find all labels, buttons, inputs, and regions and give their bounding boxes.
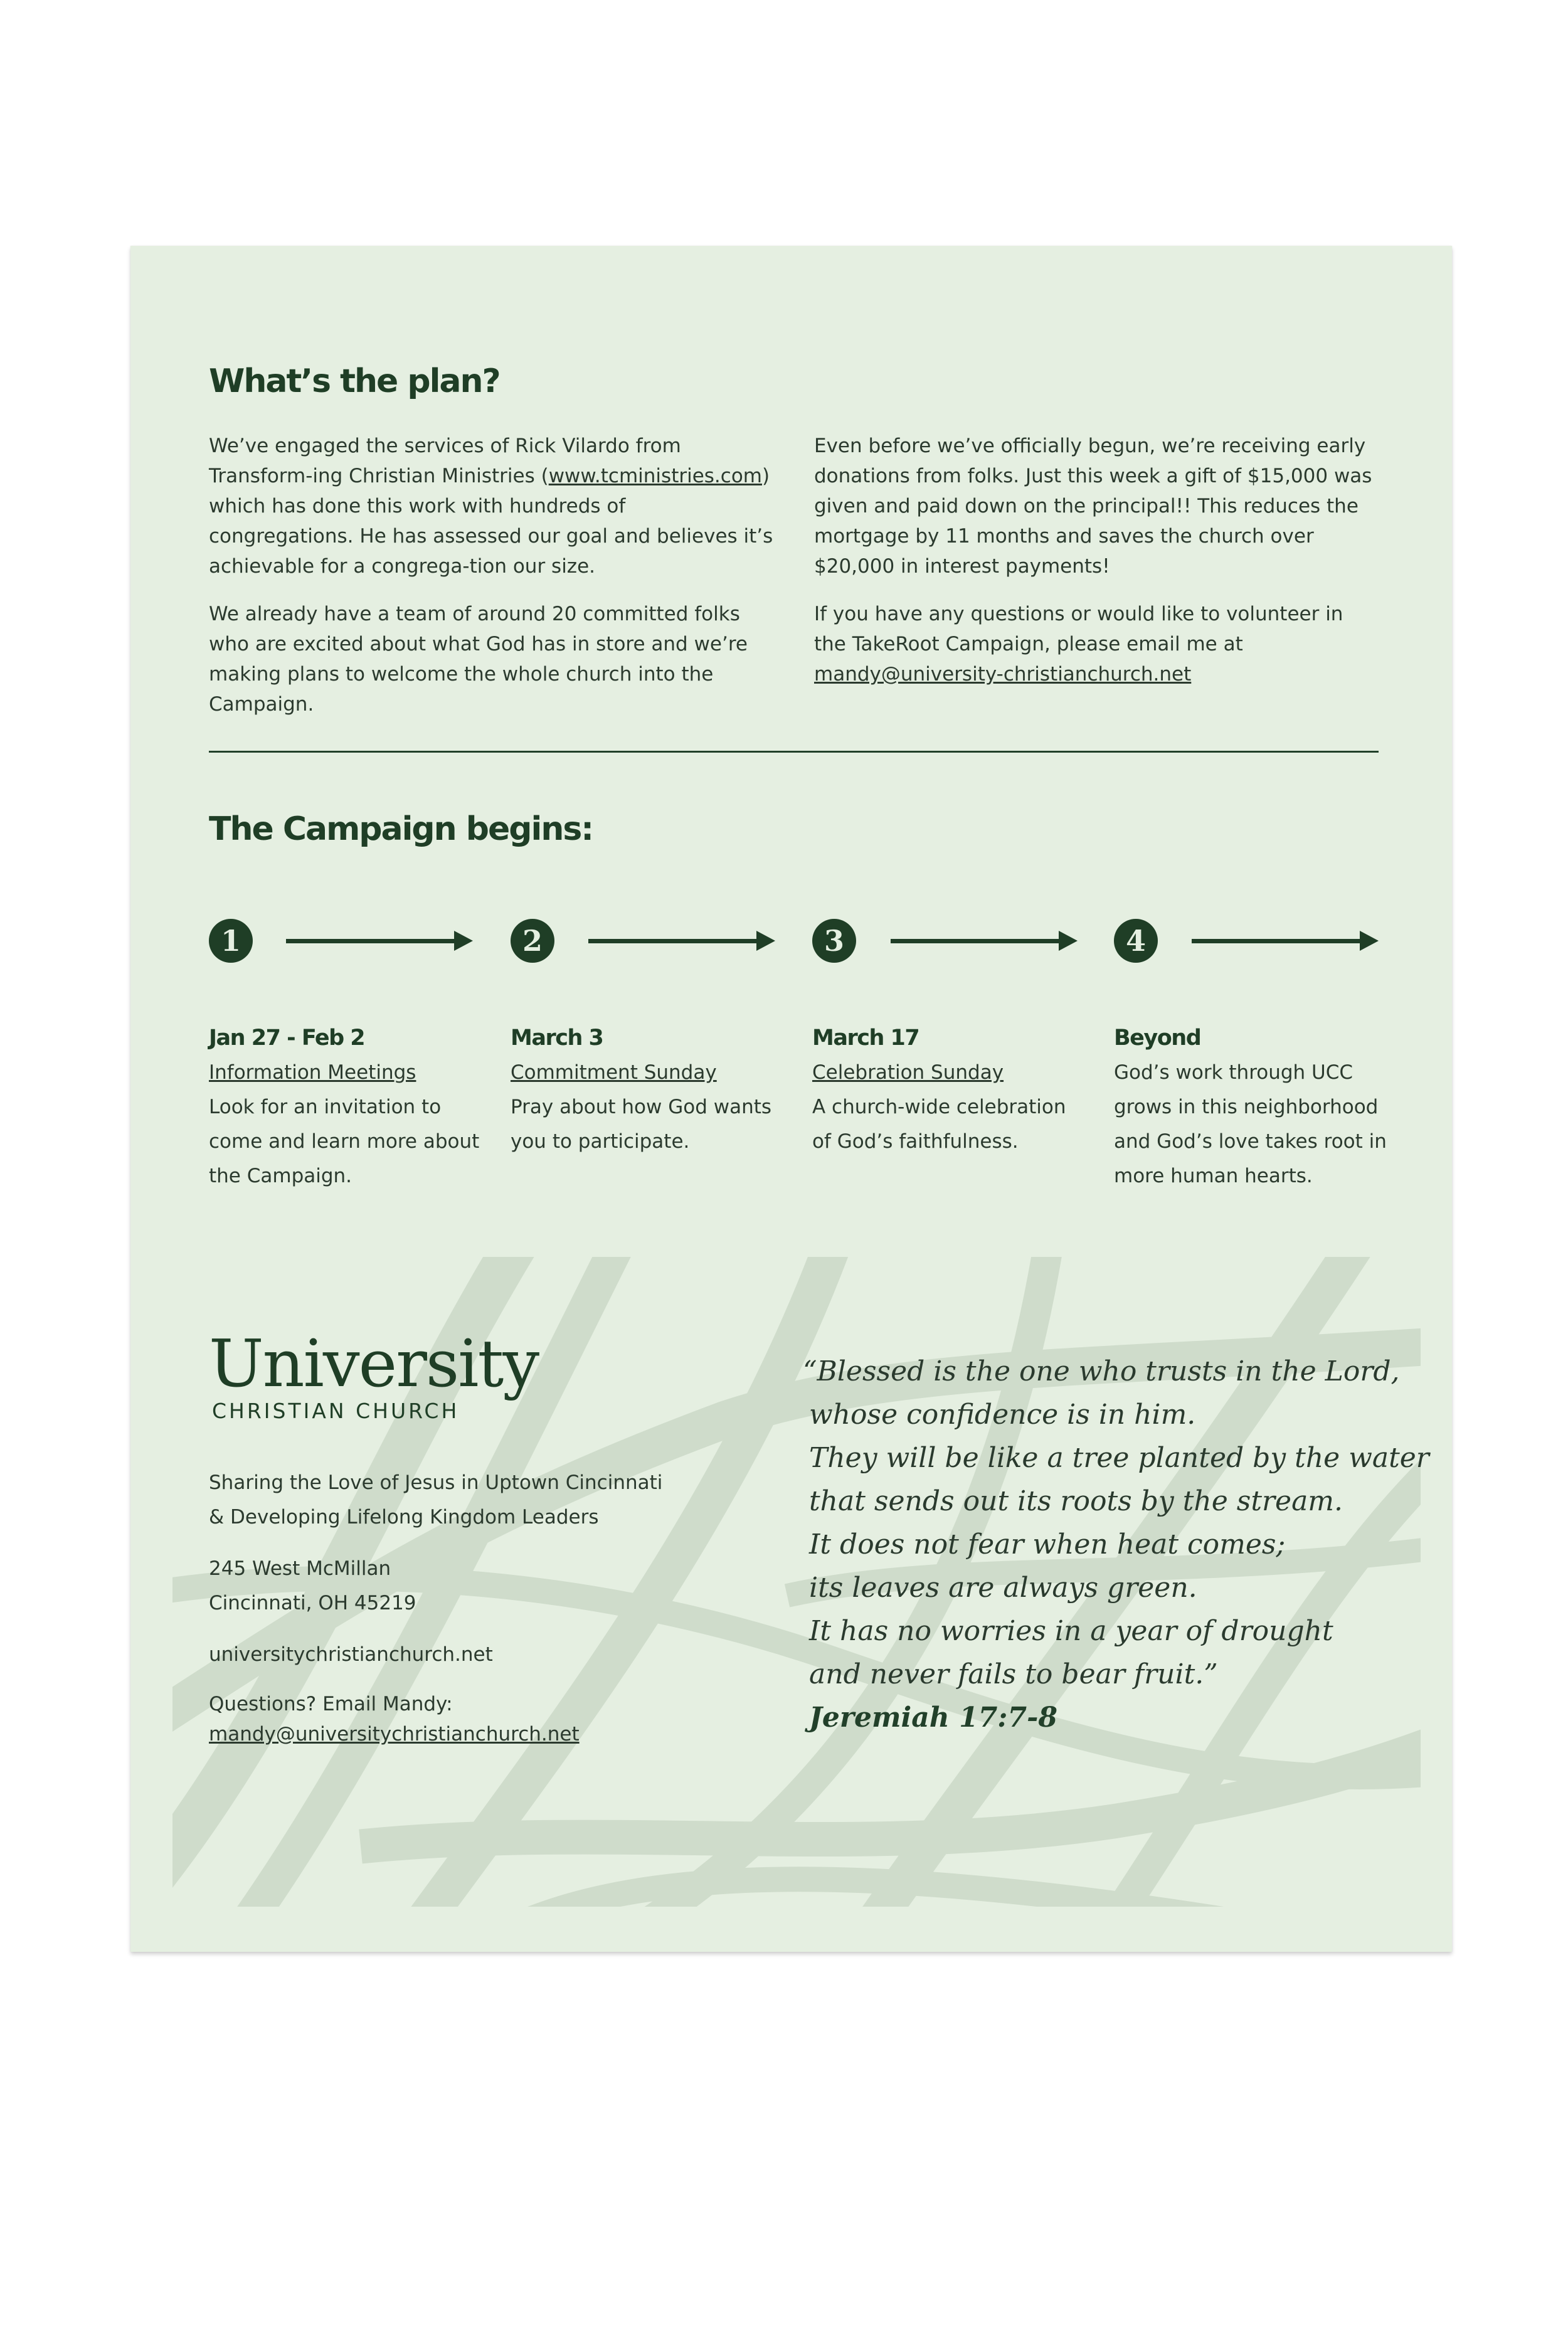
quote-line: It does not fear when heat comes; xyxy=(809,1528,1286,1560)
plan-text: We’ve engaged the services of Rick Vilardo from Transform-ing Christian Ministries ( xyxy=(209,435,681,487)
quote-line: They will be like a tree planted by the water xyxy=(809,1442,1429,1474)
step-number-badge: 1 xyxy=(209,919,253,963)
quote-line: that sends out its roots by the stream. xyxy=(809,1485,1343,1517)
campaign-step xyxy=(511,1025,787,1159)
step-description: A church-wide celebration of God’s faithfulness. xyxy=(812,1096,1066,1153)
campaign-heading: The Campaign begins: xyxy=(209,810,593,848)
plan-text: ) which has done this work with hundreds of congregations. He has assessed our goal and believes it’s achievable for a congrega-tion our size. xyxy=(209,465,773,578)
questions-label: Questions? Email Mandy: xyxy=(209,1693,453,1715)
tagline-line: & Developing Lifelong Kingdom Leaders xyxy=(209,1506,599,1528)
arrow-right-icon xyxy=(1192,931,1379,951)
church-info xyxy=(209,1466,711,1766)
church-tagline xyxy=(209,1466,711,1535)
plan-paragraph xyxy=(814,599,1379,689)
plan-paragraph xyxy=(209,431,773,581)
step-date: Beyond xyxy=(1114,1025,1201,1051)
address-line: Cincinnati, OH 45219 xyxy=(209,1592,416,1614)
campaign-step xyxy=(1114,1025,1390,1194)
campaign-timeline xyxy=(209,919,1379,969)
church-website xyxy=(209,1638,711,1672)
scripture-quote xyxy=(803,1350,1429,1739)
address-line: 245 West McMillan xyxy=(209,1557,391,1580)
step-description: God’s work through UCC grows in this neighborhood and God’s love takes root in more human hearts. xyxy=(1114,1061,1387,1187)
plan-column-right xyxy=(814,431,1379,737)
church-logo-wordmark: University xyxy=(209,1325,539,1402)
flyer-page xyxy=(130,246,1452,1952)
step-description: Look for an invitation to come and learn more about the Campaign. xyxy=(209,1096,480,1187)
step-description: Pray about how God wants you to participate. xyxy=(511,1096,772,1153)
quote-line: its leaves are always green. xyxy=(809,1572,1197,1604)
step-date: March 3 xyxy=(511,1025,603,1051)
plan-column-left xyxy=(209,431,773,737)
arrow-right-icon xyxy=(891,931,1078,951)
plan-text: If you have any questions or would like to volunteer in the TakeRoot Campaign, please email me at xyxy=(814,603,1343,655)
step-event-name: Celebration Sunday xyxy=(812,1061,1004,1084)
plan-paragraph: We already have a team of around 20 committed folks who are excited about what God has in store and we’re making plans to welcome the whole church into the Campaign. xyxy=(209,603,748,716)
church-logo-subtitle: CHRISTIAN CHURCH xyxy=(212,1399,460,1423)
plan-heading: What’s the plan? xyxy=(209,363,500,400)
section-divider xyxy=(209,751,1379,753)
arrow-right-icon xyxy=(286,931,473,951)
quote-line: “Blessed is the one who trusts in the Lord, xyxy=(803,1355,1400,1387)
scripture-reference: Jeremiah 17:7-8 xyxy=(809,1702,1058,1734)
step-date: March 17 xyxy=(812,1025,919,1051)
plan-paragraph: Even before we’ve officially begun, we’re receiving early donations from folks. Just this week a gift of $15,000 was given and paid down on the principal!! This reduces the mortgage by 11 months and saves the church over $20,000 in interest payments! xyxy=(814,435,1372,578)
website-link[interactable]: universitychristianchurch.net xyxy=(209,1643,493,1666)
volunteer-email-link[interactable]: mandy@university-christianchurch.net xyxy=(814,663,1192,686)
campaign-step xyxy=(209,1025,485,1194)
church-address xyxy=(209,1552,711,1621)
contact-block xyxy=(209,1689,711,1749)
step-event-name: Commitment Sunday xyxy=(511,1061,717,1084)
contact-email-link[interactable]: mandy@universitychristianchurch.net xyxy=(209,1723,580,1745)
quote-line: and never fails to bear fruit.” xyxy=(809,1658,1218,1690)
step-date: Jan 27 - Feb 2 xyxy=(209,1025,365,1051)
campaign-step xyxy=(812,1025,1088,1159)
tcministries-link[interactable]: www.tcministries.com xyxy=(548,465,762,487)
step-number-badge: 4 xyxy=(1114,919,1158,963)
quote-line: It has no worries in a year of drought xyxy=(809,1615,1333,1647)
tagline-line: Sharing the Love of Jesus in Uptown Cincinnati xyxy=(209,1471,663,1494)
arrow-right-icon xyxy=(588,931,775,951)
plan-columns xyxy=(209,431,1379,737)
step-number-badge: 3 xyxy=(812,919,856,963)
step-event-name: Information Meetings xyxy=(209,1061,416,1084)
quote-line: whose confidence is in him. xyxy=(809,1399,1196,1431)
step-number-badge: 2 xyxy=(511,919,554,963)
